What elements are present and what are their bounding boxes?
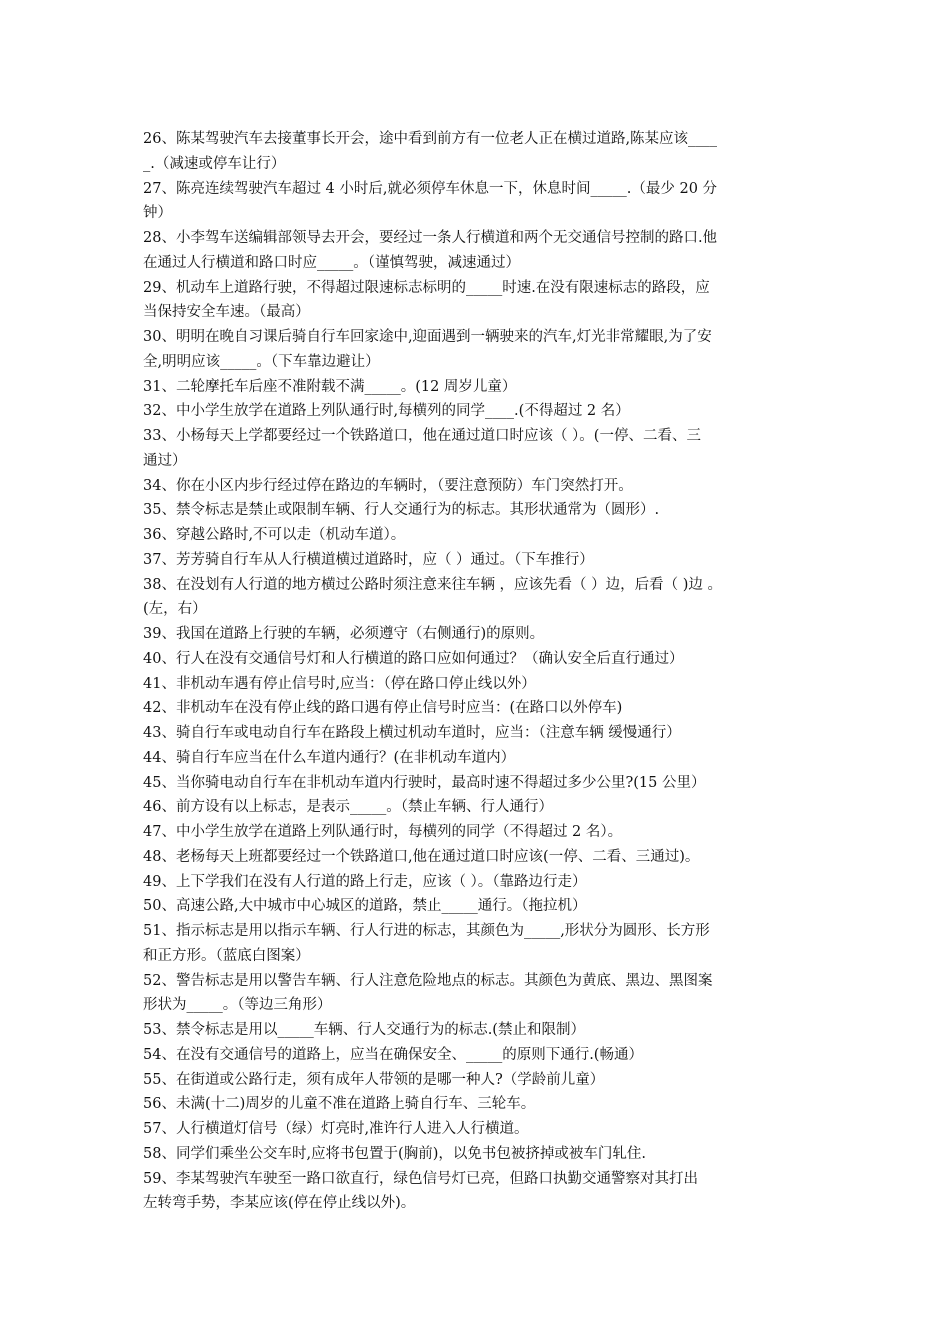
text-line: 35、禁令标志是禁止或限制车辆、行人交通行为的标志。其形状通常为（圆形）. <box>143 502 660 519</box>
text-line: 49、上下学我们在没有人行道的路上行走，应该（ ）。（靠路边行走） <box>143 873 587 890</box>
text-line: 42、非机动车在没有停止线的路口遇有停止信号时应当：(在路口以外停车) <box>143 700 623 717</box>
text-line: 钟） <box>143 205 172 222</box>
text-line: 形状为_____。（等边三角形） <box>143 997 332 1014</box>
text-line: 37、芳芳骑自行车从人行横道横过道路时，应（ ）通过。（下车推行） <box>143 551 594 568</box>
text-line: 56、未满(十二)周岁的儿童不准在道路上骑自行车、三轮车。 <box>143 1096 536 1113</box>
text-line: 在通过人行横道和路口时应_____。（谨慎驾驶，减速通过） <box>143 254 520 271</box>
text-line: 34、你在小区内步行经过停在路边的车辆时，（要注意预防）车门突然打开。 <box>143 477 633 494</box>
text-line: 36、穿越公路时,不可以走（机动车道）。 <box>143 527 406 543</box>
text-line: (左，右） <box>143 601 207 618</box>
text-line: 54、在没有交通信号的道路上，应当在确保安全、_____的原则下通行.(畅通） <box>143 1046 643 1063</box>
text-line: 59、李某驾驶汽车驶至一路口欲直行，绿色信号灯已亮，但路口执勤交通警察对其打出 <box>143 1170 698 1187</box>
text-line: 55、在街道或公路行走，须有成年人带领的是哪一种人?（学龄前儿童） <box>143 1071 605 1088</box>
text-line: 51、指示标志是用以指示车辆、行人行进的标志，其颜色为_____,形状分为圆形、长方形 <box>143 923 710 939</box>
text-line: 44、骑自行车应当在什么车道内通行？(在非机动车道内） <box>143 749 516 766</box>
document-body <box>143 127 823 1216</box>
text-line: 28、小李驾车送编辑部领导去开会，要经过一条人行横道和两个无交通信号控制的路口.他 <box>143 230 718 246</box>
text-line: 58、同学们乘坐公交车时,应将书包置于(胸前)，以免书包被挤掉或被车门轧住. <box>143 1145 646 1162</box>
text-line: 30、明明在晚自习课后骑自行车回家途中,迎面遇到一辆驶来的汽车,灯光非常耀眼,为了安 <box>143 329 712 345</box>
text-line: 当保持安全车速。（最高） <box>143 304 310 321</box>
text-line: _.（减速或停车让行） <box>143 155 286 172</box>
text-line: 50、高速公路,大中城市中心城区的道路，禁止_____通行。（拖拉机） <box>143 898 587 915</box>
text-line: 通过） <box>143 452 187 469</box>
text-line: 左转弯手势，李某应该(停在停止线以外)。 <box>143 1195 416 1212</box>
text-line: 47、中小学生放学在道路上列队通行时，每横列的同学（不得超过 2 名）。 <box>143 824 623 840</box>
text-line: 38、在没划有人行道的地方横过公路时须注意来往车辆 ，应该先看（ ）边，后看（ )边 。 <box>143 576 723 593</box>
text-line: 53、禁令标志是用以_____车辆、行人交通行为的标志.(禁止和限制） <box>143 1022 585 1038</box>
text-line: 57、人行横道灯信号（绿）灯亮时,准许行人进入人行横道。 <box>143 1121 529 1137</box>
text-line: 40、行人在没有交通信号灯和人行横道的路口应如何通过？（确认安全后直行通过） <box>143 650 684 667</box>
text-line: 32、中小学生放学在道路上列队通行时,每横列的同学____.(不得超过 2 名） <box>143 403 630 420</box>
text-line: 41、非机动车遇有停止信号时,应当：（停在路口停止线以外） <box>143 675 536 692</box>
text-line: 45、当你骑电动自行车在非机动车道内行驶时，最高时速不得超过多少公里?(15 公里） <box>143 774 706 791</box>
text-line: 31、二轮摩托车后座不准附载不满_____。(12 周岁儿童） <box>143 378 517 395</box>
text-line: 26、陈某驾驶汽车去接董事长开会，途中看到前方有一位老人正在横过道路,陈某应该____ <box>143 131 718 147</box>
text-line: 和正方形。（蓝底白图案） <box>143 947 310 964</box>
text-line: 52、警告标志是用以警告车辆、行人注意危险地点的标志。其颜色为黄底、黑边、黑图案 <box>143 972 713 989</box>
text-line: 46、前方设有以上标志，是表示_____。（禁止车辆、行人通行） <box>143 799 553 816</box>
text-line: 27、陈亮连续驾驶汽车超过 4 小时后,就必须停车休息一下，休息时间_____.（最少 20 分 <box>143 180 718 197</box>
text-line: 全,明明应该_____。（下车靠边避让） <box>143 353 380 370</box>
text-line: 43、骑自行车或电动自行车在路段上横过机动车道时，应当：（注意车辆 缓慢通行） <box>143 725 681 741</box>
text-line: 39、我国在道路上行驶的车辆，必须遵守（右侧通行)的原则。 <box>143 626 545 642</box>
text-line: 48、老杨每天上班都要经过一个铁路道口,他在通过道口时应该(一停、二看、三通过)。 <box>143 848 700 865</box>
text-line: 29、机动车上道路行驶，不得超过限速标志标明的_____时速.在没有限速标志的路段，应 <box>143 279 710 296</box>
text-line: 33、小杨每天上学都要经过一个铁路道口，他在通过道口时应该（ ）。(一停、二看、三 <box>143 428 701 444</box>
